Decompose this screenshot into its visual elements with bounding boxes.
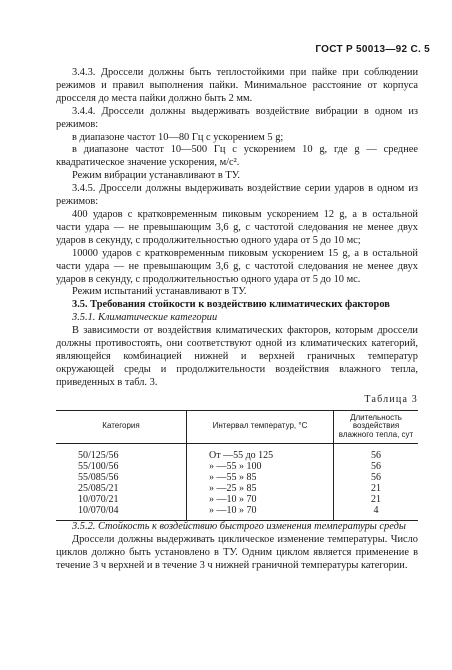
paragraph-345: 3.4.5. Дроссели должны выдерживать воздействие серии ударов в одном из режимов:	[56, 183, 418, 208]
vibration-mode-1: в диапазоне частот 10—80 Гц с ускорением 5 g;	[72, 131, 284, 143]
table-row	[56, 505, 418, 521]
cell-category: 10/070/04	[78, 505, 119, 517]
shock-mode-2: 10000 ударов с кратковременным пиковым ускорением 15 g, а в остальной части удара — не превышающим 3,6 g, с частотой следования не менее двух ударов в секунду, с продолжительностью одного удара от 5 до 10 мс.	[56, 247, 418, 285]
table-caption: Таблица 3	[364, 393, 418, 405]
cell-duration: 21	[334, 483, 419, 494]
shock-note: Режим испытаний устанавливают в ТУ.	[72, 286, 247, 298]
cell-category: 55/085/56	[78, 472, 119, 484]
cell-interval: » —10 » 70	[187, 505, 334, 521]
table-row	[56, 494, 418, 505]
table-row	[56, 461, 418, 472]
column-header-category: Категория	[56, 410, 187, 444]
page-header: ГОСТ Р 50013—92 С. 5	[315, 44, 430, 55]
column-header-interval: Интервал температур, °С	[187, 410, 334, 444]
paragraph-351: В зависимости от воздействия климатических факторов, которым дроссели должны противостоять, они соответствуют одной из климатических категорий, являющейся комбинацией нижней и верхней граничных температур окружающей среды и продолжительности воздействия влажного тепла, приведенных в табл. 3.	[56, 325, 418, 388]
cell-category: 50/125/56	[78, 450, 119, 462]
paragraph-352: Дроссели должны выдерживать циклическое изменение температуры. Число циклов должно быть установлено в ТУ. Одним циклом является применение в течение 3 ч верхней и в течение 3 ч нижней граничной температуры категории.	[56, 533, 418, 571]
cell-duration: 56	[334, 461, 419, 472]
cell-duration: 21	[334, 494, 419, 505]
paragraph-344: 3.4.4. Дроссели должны выдерживать воздействие вибрации в одном из режимов:	[56, 105, 418, 130]
cell-interval: » —55 » 85	[187, 472, 334, 483]
column-header-duration: Длительность воздействия влажного тепла, сут	[334, 410, 419, 444]
section-heading-351: 3.5.1. Климатические категории	[72, 312, 218, 324]
cell-duration: 56	[334, 444, 419, 462]
cell-interval: » —10 » 70	[187, 494, 334, 505]
table-row	[56, 472, 418, 483]
section-heading-352: 3.5.2. Стойкость к воздействию быстрого изменения температуры среды	[72, 521, 406, 533]
vibration-note: Режим вибрации устанавливают в ТУ.	[72, 170, 241, 182]
cell-duration: 4	[334, 505, 419, 521]
table-row	[56, 483, 418, 494]
cell-interval: » —55 » 100	[187, 461, 334, 472]
cell-interval: От —55 до 125	[187, 444, 334, 462]
cell-category: 55/100/56	[78, 461, 119, 473]
document-body	[56, 67, 418, 573]
cell-category: 10/070/21	[78, 494, 119, 506]
cell-duration: 56	[334, 472, 419, 483]
cell-interval: » —25 » 85	[187, 483, 334, 494]
climate-categories-table	[56, 410, 418, 522]
cell-category: 25/085/21	[78, 483, 119, 495]
table-row	[56, 444, 418, 462]
vibration-mode-2: в диапазоне частот 10—500 Гц с ускорением 10 g, где g — среднее квадратическое значение ускорения, м/с².	[56, 144, 418, 169]
shock-mode-1: 400 ударов с кратковременным пиковым ускорением 12 g, а в остальной части удара — не превышающим 3,6 g, с частотой следования не менее двух ударов в секунду, с продолжительностью одного удара от 5 до 10 мс;	[56, 208, 418, 246]
paragraph-343: 3.4.3. Дроссели должны быть теплостойкими при пайке при соблюдении режимов и правил выполнения пайки. Минимальное расстояние от корпуса дросселя до места пайки должно быть 2 мм.	[56, 67, 418, 104]
section-heading-35: 3.5. Требования стойкости к воздействию климатических факторов	[72, 299, 390, 311]
